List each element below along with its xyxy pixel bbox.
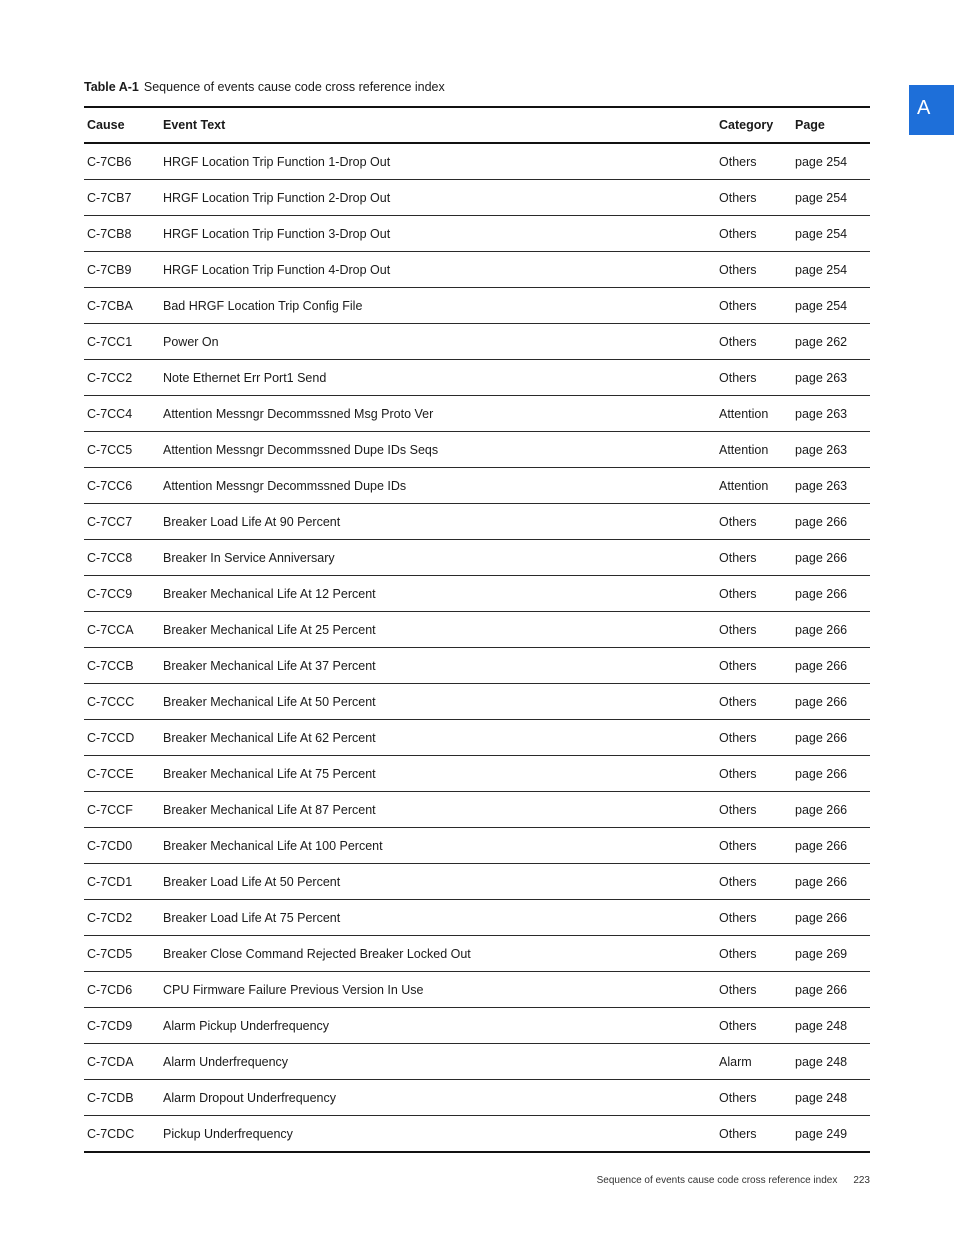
cell-page: page 248	[792, 1080, 870, 1116]
cell-cause: C-7CDC	[87, 1126, 135, 1141]
cell-cause: C-7CCD	[84, 720, 160, 756]
table-row	[84, 1080, 870, 1116]
cell-event-text: CPU Firmware Failure Previous Version In Use	[160, 972, 716, 1008]
cell-category: Others	[716, 900, 792, 936]
cell-event-text: Breaker Mechanical Life At 75 Percent	[160, 756, 716, 792]
cell-category: Others	[719, 1126, 757, 1141]
table-row	[84, 396, 870, 432]
cell-page: page 248	[792, 1008, 870, 1044]
cell-category: Others	[716, 252, 792, 288]
cause-code-table	[84, 106, 870, 1153]
cell-page: page 263	[792, 432, 870, 468]
cell-cause: C-7CC2	[84, 360, 160, 396]
cell-event-text: Breaker Mechanical Life At 100 Percent	[160, 828, 716, 864]
cell-category: Others	[716, 216, 792, 252]
cell-cause: C-7CCB	[84, 648, 160, 684]
cell-cause: C-7CD9	[84, 1008, 160, 1044]
page-footer	[597, 1175, 870, 1186]
cell-cause: C-7CCC	[84, 684, 160, 720]
cell-cause: C-7CCE	[84, 756, 160, 792]
cell-page: page 266	[792, 828, 870, 864]
cell-page: page 266	[792, 684, 870, 720]
cell-event-text: Breaker Mechanical Life At 25 Percent	[160, 612, 716, 648]
cell-event-text: HRGF Location Trip Function 3-Drop Out	[160, 216, 716, 252]
cell-page: page 254	[792, 180, 870, 216]
cell-category: Others	[716, 792, 792, 828]
cell-event-text: Breaker Mechanical Life At 62 Percent	[160, 720, 716, 756]
cell-page: page 248	[792, 1044, 870, 1080]
cell-cause: C-7CC8	[84, 540, 160, 576]
table-row	[84, 288, 870, 324]
cell-page: page 263	[792, 360, 870, 396]
table-row	[84, 1008, 870, 1044]
cell-cause: C-7CD0	[84, 828, 160, 864]
table-row	[84, 216, 870, 252]
cell-cause: C-7CD5	[84, 936, 160, 972]
cell-category: Others	[716, 648, 792, 684]
cell-cause: C-7CB9	[84, 252, 160, 288]
header-cause: Cause	[84, 107, 160, 143]
table-row	[84, 648, 870, 684]
cell-event-text: Pickup Underfrequency	[163, 1126, 293, 1141]
cell-page: page 262	[792, 324, 870, 360]
cell-event-text: HRGF Location Trip Function 1-Drop Out	[160, 143, 716, 180]
cell-category: Others	[716, 1080, 792, 1116]
table-row	[84, 828, 870, 864]
cell-category: Others	[716, 540, 792, 576]
table-row	[84, 324, 870, 360]
appendix-tab-letter: A	[917, 97, 931, 119]
cell-event-text: Breaker Close Command Rejected Breaker Locked Out	[160, 936, 716, 972]
cell-event-text: Power On	[160, 324, 716, 360]
footer-title: Sequence of events cause code cross reference index	[596, 1175, 838, 1186]
cell-event-text: Breaker Mechanical Life At 87 Percent	[160, 792, 716, 828]
cell-page: page 266	[792, 720, 870, 756]
cell-event-text: Alarm Pickup Underfrequency	[160, 1008, 716, 1044]
header-page: Page	[792, 107, 870, 143]
cell-category: Others	[716, 936, 792, 972]
header-category: Category	[716, 107, 792, 143]
table-caption-text: Sequence of events cause code cross reference index	[143, 80, 445, 94]
table-row	[84, 756, 870, 792]
cell-cause: C-7CCA	[84, 612, 160, 648]
cell-page: page 266	[792, 900, 870, 936]
table-row	[84, 720, 870, 756]
table-row	[84, 540, 870, 576]
cell-page: page 266	[792, 648, 870, 684]
cell-category: Others	[716, 720, 792, 756]
cell-page: page 266	[792, 756, 870, 792]
table-row	[84, 143, 870, 180]
table-row	[84, 468, 870, 504]
cell-category: Others	[716, 684, 792, 720]
cell-page: page 266	[792, 792, 870, 828]
table-row	[84, 360, 870, 396]
cell-page: page 266	[792, 612, 870, 648]
cell-cause: C-7CCF	[84, 792, 160, 828]
cell-event-text: Breaker Load Life At 90 Percent	[160, 504, 716, 540]
table-row	[84, 864, 870, 900]
table-row	[84, 684, 870, 720]
table-caption	[84, 80, 445, 94]
cell-event-text: Breaker Mechanical Life At 37 Percent	[160, 648, 716, 684]
table-row	[84, 432, 870, 468]
cell-category: Others	[716, 864, 792, 900]
cell-cause: C-7CC4	[84, 396, 160, 432]
cell-page: page 266	[792, 540, 870, 576]
table-row	[84, 252, 870, 288]
cell-category: Others	[716, 180, 792, 216]
cell-page: page 254	[792, 288, 870, 324]
cell-cause: C-7CB7	[84, 180, 160, 216]
cell-page: page 269	[792, 936, 870, 972]
table-body	[84, 143, 870, 1152]
cell-event-text: Attention Messngr Decommssned Dupe IDs	[160, 468, 716, 504]
page-number: 223	[853, 1175, 870, 1186]
cell-category: Others	[716, 360, 792, 396]
cell-event-text: Breaker Mechanical Life At 50 Percent	[160, 684, 716, 720]
cell-page: page 249	[795, 1126, 848, 1141]
cell-page: page 263	[792, 468, 870, 504]
table-row	[84, 936, 870, 972]
cell-cause: C-7CDB	[84, 1080, 160, 1116]
cell-event-text: Attention Messngr Decommssned Msg Proto Ver	[160, 396, 716, 432]
cell-category: Others	[716, 756, 792, 792]
cell-page: page 266	[792, 504, 870, 540]
cell-category: Others	[716, 828, 792, 864]
table-row	[84, 972, 870, 1008]
cell-cause: C-7CD1	[84, 864, 160, 900]
cell-event-text: HRGF Location Trip Function 4-Drop Out	[160, 252, 716, 288]
cell-event-text: Breaker Mechanical Life At 12 Percent	[160, 576, 716, 612]
cell-category: Others	[716, 143, 792, 180]
cell-event-text: Bad HRGF Location Trip Config File	[160, 288, 716, 324]
cell-page: page 266	[792, 864, 870, 900]
cell-cause: C-7CC5	[84, 432, 160, 468]
table-row	[84, 504, 870, 540]
cell-event-text: Breaker In Service Anniversary	[160, 540, 716, 576]
cell-category: Others	[716, 504, 792, 540]
cell-category: Attention	[716, 468, 792, 504]
cell-category: Others	[716, 1008, 792, 1044]
table-row	[84, 792, 870, 828]
cell-cause: C-7CD6	[84, 972, 160, 1008]
cell-cause: C-7CB6	[84, 143, 160, 180]
cell-category: Attention	[716, 396, 792, 432]
cell-cause: C-7CB8	[84, 216, 160, 252]
cell-cause: C-7CDA	[84, 1044, 160, 1080]
cell-category: Others	[716, 288, 792, 324]
cell-cause: C-7CBA	[84, 288, 160, 324]
cell-cause: C-7CC9	[84, 576, 160, 612]
cell-event-text: HRGF Location Trip Function 2-Drop Out	[160, 180, 716, 216]
cell-page: page 254	[792, 216, 870, 252]
cell-event-text: Alarm Underfrequency	[160, 1044, 716, 1080]
cell-cause: C-7CC7	[84, 504, 160, 540]
cell-category: Alarm	[716, 1044, 792, 1080]
cell-event-text: Breaker Load Life At 75 Percent	[160, 900, 716, 936]
cell-page: page 266	[792, 972, 870, 1008]
table-row	[84, 180, 870, 216]
header-event-text: Event Text	[160, 107, 716, 143]
table-header-row	[84, 107, 870, 143]
cell-event-text: Note Ethernet Err Port1 Send	[160, 360, 716, 396]
cell-page: page 263	[792, 396, 870, 432]
cell-event-text: Breaker Load Life At 50 Percent	[160, 864, 716, 900]
cell-category: Others	[716, 612, 792, 648]
table-row	[84, 612, 870, 648]
cell-event-text: Alarm Dropout Underfrequency	[160, 1080, 716, 1116]
cell-cause: C-7CC6	[84, 468, 160, 504]
cell-cause: C-7CD2	[84, 900, 160, 936]
cell-category: Others	[716, 576, 792, 612]
table-row	[84, 900, 870, 936]
cell-page: page 254	[792, 252, 870, 288]
cell-cause: C-7CC1	[84, 324, 160, 360]
table-caption-label: Table A-1	[84, 80, 139, 94]
table-row	[84, 1044, 870, 1080]
table-row	[84, 576, 870, 612]
appendix-tab-marker	[909, 85, 954, 135]
cell-category: Attention	[716, 432, 792, 468]
cell-event-text: Attention Messngr Decommssned Dupe IDs Seqs	[160, 432, 716, 468]
cell-category: Others	[716, 972, 792, 1008]
cell-category: Others	[716, 324, 792, 360]
cell-page: page 254	[792, 143, 870, 180]
table-row	[84, 1116, 870, 1153]
cell-page: page 266	[792, 576, 870, 612]
